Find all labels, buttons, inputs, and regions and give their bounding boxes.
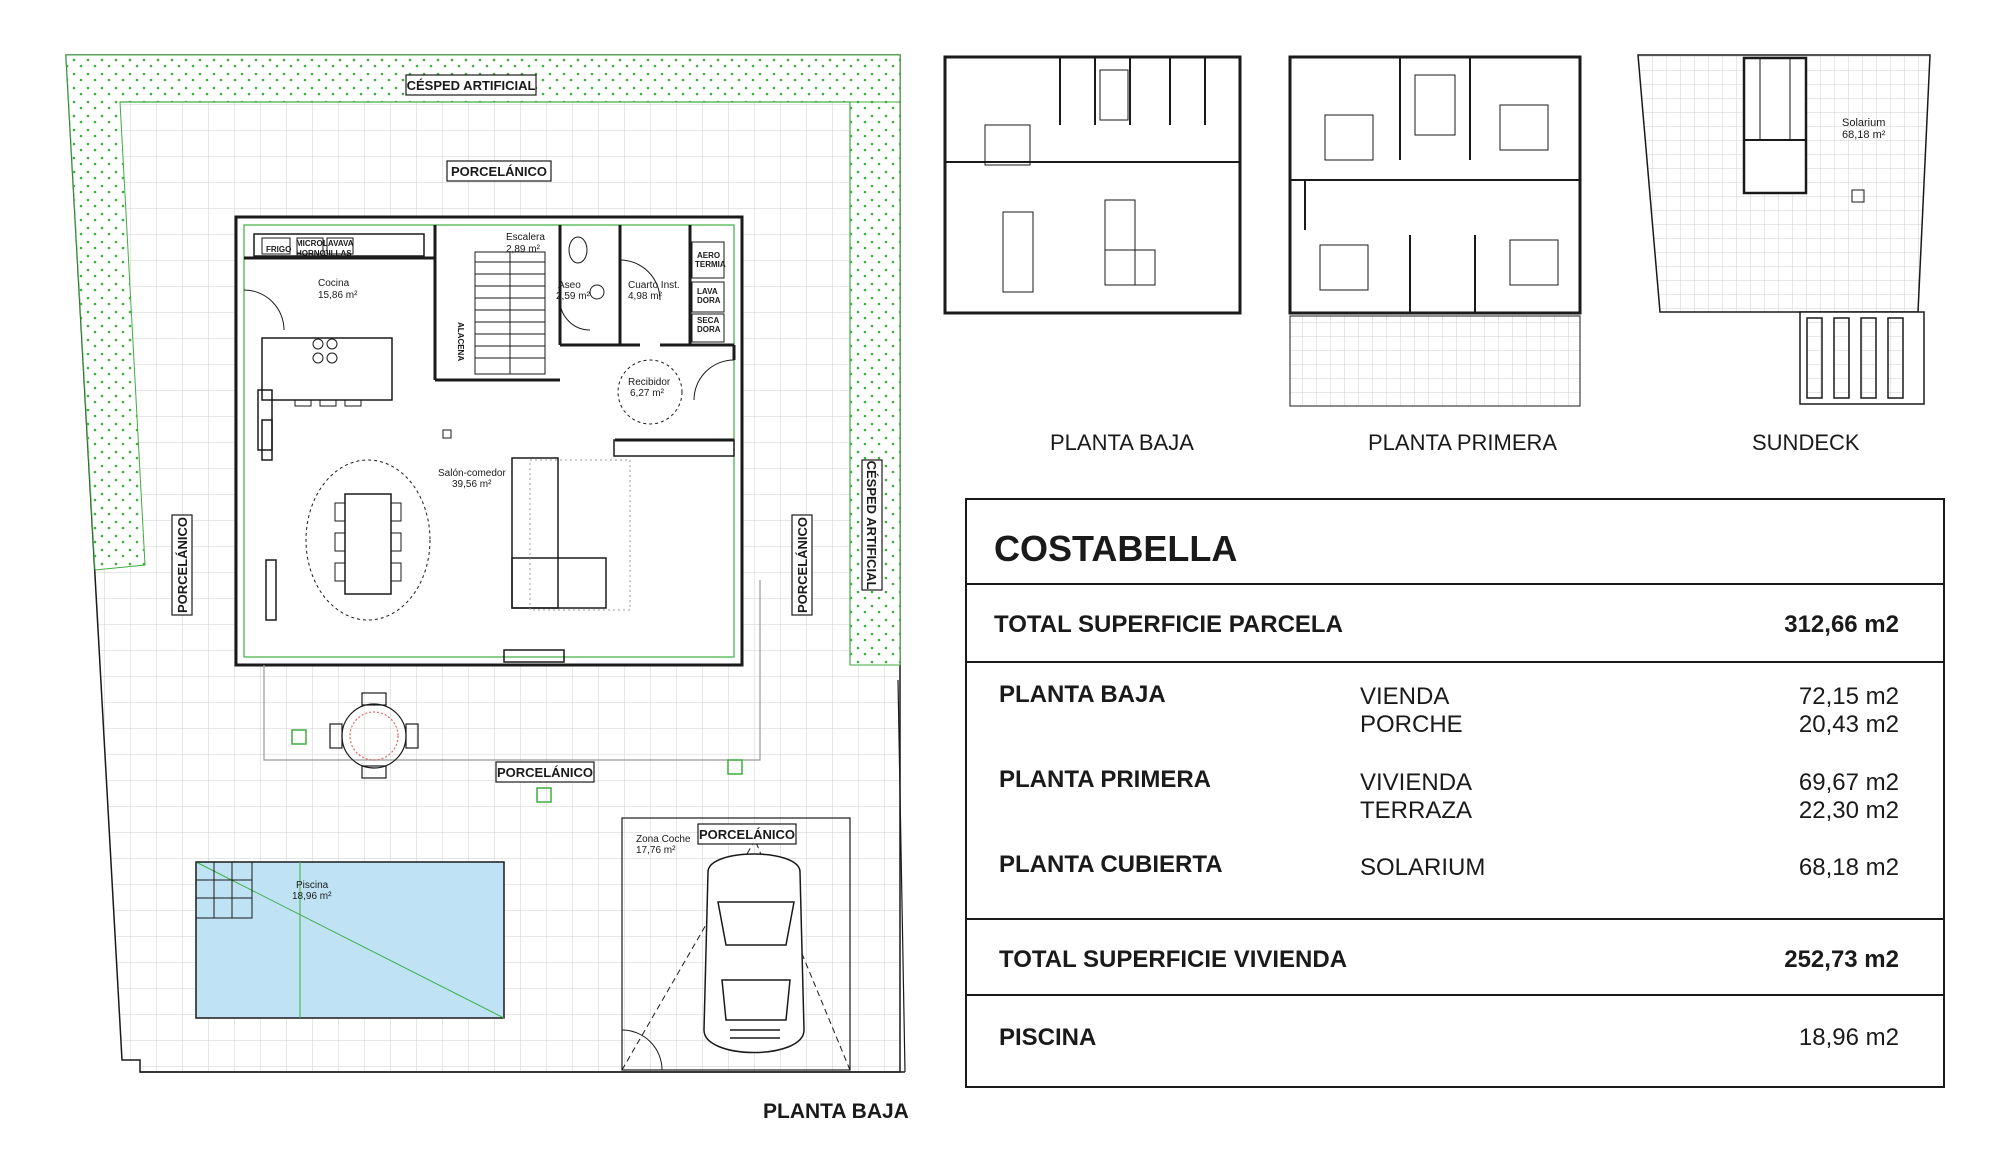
salon-area: 39,56 m² — [452, 479, 492, 490]
salon-label: Salón-comedor — [438, 468, 506, 479]
piscina-value: 18,96 m2 — [1798, 1024, 1899, 1051]
car — [704, 854, 804, 1053]
parcela-row — [967, 585, 1943, 663]
floor-name: PLANTA CUBIERTA — [999, 851, 1223, 878]
cuarto-label: Cuarto Inst. — [628, 280, 680, 291]
floor-name: PLANTA PRIMERA — [999, 766, 1211, 793]
thumb-planta-primera-caption: PLANTA PRIMERA — [1368, 430, 1558, 455]
cesped-right-label: CÉSPED ARTIFICIAL — [864, 460, 879, 590]
vivienda-label: TOTAL SUPERFICIE VIVIENDA — [999, 946, 1348, 973]
micro-label: MICRO — [296, 239, 323, 248]
vivienda-row — [967, 920, 1943, 996]
main-plan-caption: PLANTA BAJA — [763, 1100, 909, 1123]
lavava-label: LAVAVA — [323, 239, 354, 248]
horno-label: HORNO — [296, 249, 326, 258]
thumb-sundeck-caption: SUNDECK — [1752, 430, 1860, 455]
floor-item-value: 72,15 m2 — [1798, 683, 1899, 710]
thumbnail-planta-primera — [1290, 57, 1580, 406]
cesped-top-label: CÉSPED ARTIFICIAL — [406, 78, 536, 93]
piscina-label: PISCINA — [999, 1024, 1097, 1051]
seca-dora-label: DORA — [697, 325, 721, 334]
solarium-label: Solarium — [1842, 117, 1886, 129]
thumbnail-planta-baja — [945, 57, 1240, 313]
area-summary-table — [965, 498, 1945, 1088]
floor-item-label: VIENDA — [1360, 683, 1450, 710]
solarium-area: 68,18 m² — [1842, 129, 1886, 141]
table-title-row — [967, 500, 1943, 585]
aseo-area: 2,59 m² — [556, 291, 590, 302]
termia-label: TERMIA — [695, 260, 726, 269]
floor-item-value: 68,18 m2 — [1798, 854, 1899, 881]
vivienda-value: 252,73 m2 — [1784, 946, 1899, 973]
floor-item-label: PORCHE — [1360, 711, 1463, 738]
seca-label: SECA — [697, 316, 720, 325]
project-title: COSTABELLA — [994, 528, 1238, 569]
cuarto-area: 4,98 m² — [628, 291, 662, 302]
zona-coche-area: 17,76 m² — [636, 845, 676, 856]
parcela-label: TOTAL SUPERFICIE PARCELA — [994, 611, 1343, 638]
parcela-value: 312,66 m2 — [1784, 611, 1899, 638]
piscina-area: 18,96 m² — [292, 891, 332, 902]
piscina-label: Piscina — [296, 880, 329, 891]
floor-name: PLANTA BAJA — [999, 681, 1166, 708]
piscina-row — [967, 996, 1943, 1086]
frigo-label: FRIGO — [266, 245, 292, 254]
recibidor-area: 6,27 m² — [630, 388, 664, 399]
floor-item-value: 69,67 m2 — [1798, 769, 1899, 796]
floors-row — [967, 663, 1943, 920]
porcelanico-left-label: PORCELÁNICO — [175, 516, 190, 614]
floor-item-label: SOLARIUM — [1360, 854, 1486, 881]
escalera-area: 2,89 m² — [506, 244, 540, 255]
cocina-label: Cocina — [318, 278, 350, 289]
zona-coche-label: Zona Coche — [636, 834, 691, 845]
jillas-label: JILLAS — [324, 249, 352, 258]
porcelanico-mid-label: PORCELÁNICO — [496, 765, 594, 780]
aseo-label: Aseo — [558, 280, 581, 291]
thumbnail-sundeck — [1638, 55, 1930, 404]
thumb-planta-baja-caption: PLANTA BAJA — [1050, 430, 1194, 455]
porcelanico-right-label: PORCELÁNICO — [795, 516, 810, 614]
floor-item-label: TERRAZA — [1360, 797, 1473, 824]
escalera-label: Escalera — [506, 232, 545, 243]
floor-item-value: 20,43 m2 — [1798, 711, 1899, 738]
floor-item-label: VIVIENDA — [1360, 769, 1473, 796]
dora-label: DORA — [697, 296, 721, 305]
floor-item-value: 22,30 m2 — [1798, 797, 1899, 824]
aero-label: AERO — [697, 251, 721, 260]
recibidor-label: Recibidor — [628, 377, 671, 388]
alacena-label: ALACENA — [456, 322, 465, 362]
porcelanico-top-label: PORCELÁNICO — [450, 164, 548, 179]
lava-label: LAVA — [697, 287, 718, 296]
porcelanico-parking-label: PORCELÁNICO — [698, 827, 796, 842]
cocina-area: 15,86 m² — [318, 290, 358, 301]
